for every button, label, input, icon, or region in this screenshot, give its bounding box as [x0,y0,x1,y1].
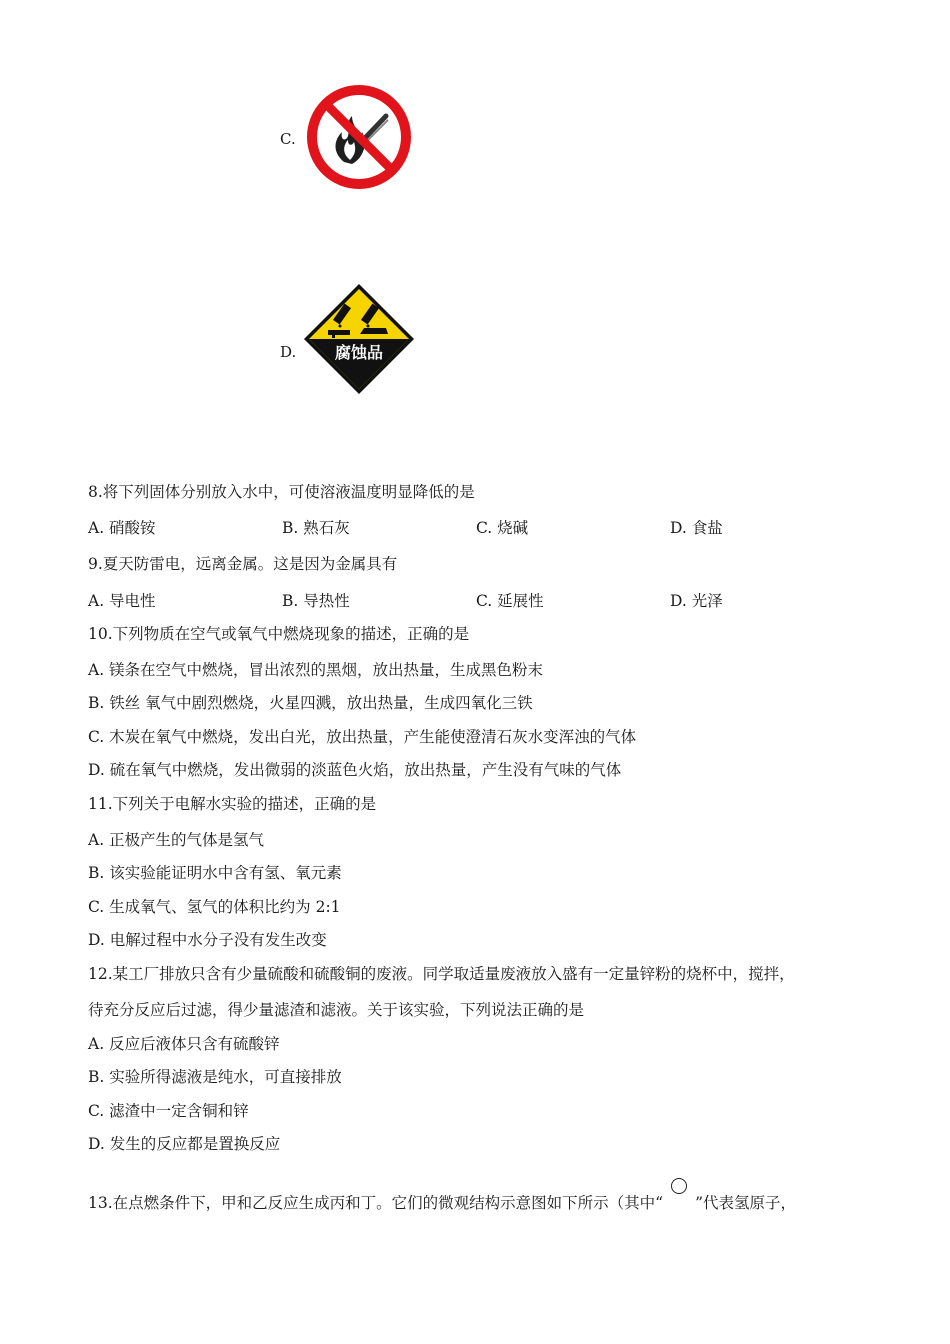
option-d-label: D. [280,343,297,361]
q9-option-a: A. 导电性 [88,592,156,610]
question-12-stem-line1: 12.某工厂排放只含有少量硫酸和硫酸铜的废液。同学取适量废液放入盛有一定量锌粉的烧杯中，搅拌， [88,965,795,983]
q10-option-d: D. 硫在氧气中燃烧，发出微弱的淡蓝色火焰，放出热量，产生没有气味的气体 [88,761,622,779]
question-8-stem: 8.将下列固体分别放入水中，可使溶液温度明显降低的是 [88,483,475,501]
q12-option-d: D. 发生的反应都是置换反应 [88,1135,281,1153]
q8-option-c: C. 烧碱 [476,519,529,537]
question-9-stem: 9.夏天防雷电，远离金属。这是因为金属具有 [88,555,398,573]
question-11-stem: 11.下列关于电解水实验的描述，正确的是 [88,795,377,813]
q8-option-b: B. 熟石灰 [282,519,350,537]
question-13-stem-part2: ”代表氢原子， [695,1194,797,1212]
q10-option-c: C. 木炭在氧气中燃烧，发出白光，放出热量，产生能使澄清石灰水变浑浊的气体 [88,728,637,746]
q11-option-a: A. 正极产生的气体是氢气 [88,831,265,849]
question-12-stem-line2: 待充分反应后过滤，得少量滤渣和滤液。关于该实验，下列说法正确的是 [88,1001,585,1019]
q12-option-a: A. 反应后液体只含有硫酸锌 [88,1035,280,1053]
option-c-label: C. [280,130,296,148]
q12-option-b: B. 实验所得滤液是纯水，可直接排放 [88,1068,342,1086]
corrosive-hazard-sign-icon [302,282,416,396]
q8-option-d: D. 食盐 [670,519,723,537]
no-open-flame-sign-icon [304,82,414,192]
q10-option-b: B. 铁丝 氧气中剧烈燃烧，火星四溅，放出热量，生成四氧化三铁 [88,694,533,712]
question-13-stem-part1: 13.在点燃条件下，甲和乙反应生成丙和丁。它们的微观结构示意图如下所示（其中“ [88,1194,664,1212]
q8-option-a: A. 硝酸铵 [88,519,156,537]
q9-option-c: C. 延展性 [476,592,544,610]
q11-option-d: D. 电解过程中水分子没有发生改变 [88,931,327,949]
q10-option-a: A. 镁条在空气中燃烧，冒出浓烈的黑烟，放出热量，生成黑色粉末 [88,661,544,679]
q9-option-b: B. 导热性 [282,592,350,610]
q9-option-d: D. 光泽 [670,592,723,610]
corrosive-sign-text: 腐蚀品 [334,343,384,362]
question-10-stem: 10.下列物质在空气或氧气中燃烧现象的描述，正确的是 [88,625,470,643]
q11-option-c: C. 生成氧气、氢气的体积比约为 2:1 [88,898,341,916]
q12-option-c: C. 滤渣中一定含铜和锌 [88,1102,249,1120]
question-13-stem [88,1178,796,1213]
hydrogen-atom-circle-icon [671,1178,687,1194]
q11-option-b: B. 该实验能证明水中含有氢、氧元素 [88,864,342,882]
